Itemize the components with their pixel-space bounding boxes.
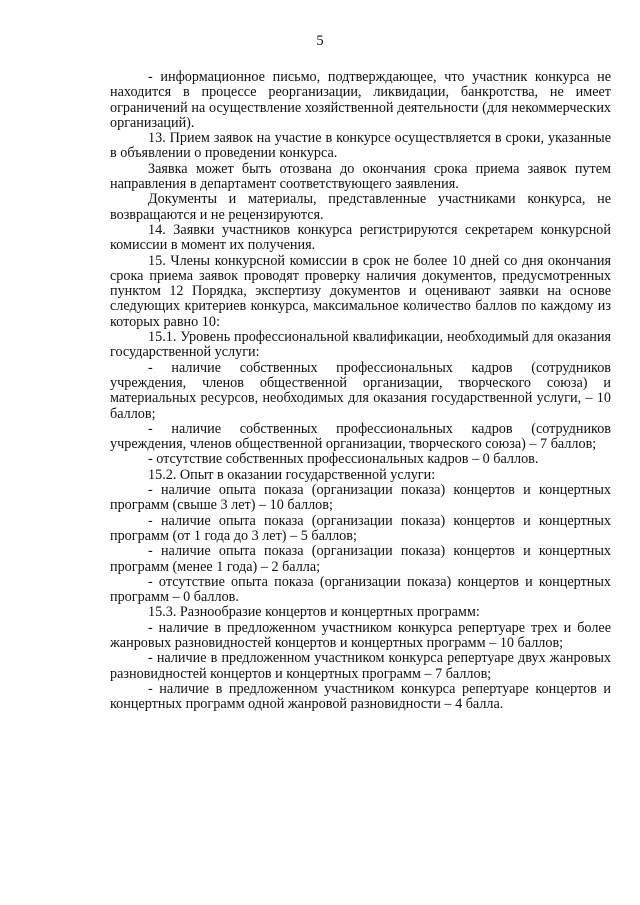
paragraph-documents-not-returned: Документы и материалы, представленные участниками конкурса, не возвращаются и не рецензируются. (110, 191, 611, 223)
paragraph-info-letter: - информационное письмо, подтверждающее, что участник конкурса не находится в процессе реорганизации, ликвидации, банкротства, не имеет ограничений на осуществление хозяйственной деятельности (для некоммерческих организаций). (110, 69, 611, 131)
document-body (110, 70, 611, 712)
list-item-qualification-0: - отсутствие собственных профессиональных кадров – 0 баллов. (148, 451, 539, 468)
list-item-diversity-10: - наличие в предложенном участником конкурса репертуаре трех и более жанровых разновидностей концертов и концертных программ – 10 баллов; (110, 619, 611, 651)
list-item-experience-10: - наличие опыта показа (организации показа) концертов и концертных программ (свыше 3 лет) – 10 баллов; (110, 482, 611, 514)
list-item-experience-0: - отсутствие опыта показа (организации показа) концертов и концертных программ – 0 баллов. (110, 573, 611, 606)
paragraph-15-evaluation: 15. Члены конкурсной комиссии в срок не более 10 дней со дня окончания срока приема заявок проводят проверку наличия документов, предусмотренных пунктом 12 Порядка, экспертизу документов и оценивают заявки на основе следующих критериев конкурса, максимальное количество баллов по каждому из которых равно 10: (110, 252, 611, 330)
paragraph-15-2-experience: 15.2. Опыт в оказании государственной услуги: (148, 466, 436, 483)
paragraph-13-application-terms: 13. Прием заявок на участие в конкурсе осуществляется в сроки, указанные в объявлении о проведении конкурса. (110, 130, 611, 162)
paragraph-15-1-qualification: 15.1. Уровень профессиональной квалификации, необходимый для оказания государственной услуги: (110, 329, 611, 361)
list-item-diversity-7: - наличие в предложенном участником конкурса репертуаре двух жанровых разновидностей концертов и концертных программ – 7 баллов; (110, 650, 611, 682)
list-item-diversity-4: - наличие в предложенном участником конкурса репертуаре концертов и концертных программ одной жанровой разновидности – 4 балла. (110, 680, 611, 713)
list-item-qualification-7: - наличие собственных профессиональных кадров (сотрудников учреждения, членов общественной организации, творческого союза) – 7 баллов; (110, 420, 611, 453)
paragraph-application-withdrawal: Заявка может быть отозвана до окончания срока приема заявок путем направления в департамент соответствующего заявления. (110, 160, 611, 193)
list-item-experience-5: - наличие опыта показа (организации показа) концертов и концертных программ (от 1 года до 3 лет) – 5 баллов; (110, 512, 611, 544)
paragraph-14-registration: 14. Заявки участников конкурса регистрируются секретарем конкурсной комиссии в момент их получения. (110, 221, 611, 254)
list-item-qualification-10: - наличие собственных профессиональных кадров (сотрудников учреждения, членов общественной организации, творческого союза) и материальных ресурсов, необходимых для оказания государственной услуги, – 10 баллов; (110, 359, 611, 422)
paragraph-15-3-diversity: 15.3. Разнообразие концертов и концертных программ: (148, 604, 480, 621)
page-number: 5 (316, 33, 324, 49)
list-item-experience-2: - наличие опыта показа (организации показа) концертов и концертных программ (менее 1 года) – 2 балла; (110, 543, 611, 575)
